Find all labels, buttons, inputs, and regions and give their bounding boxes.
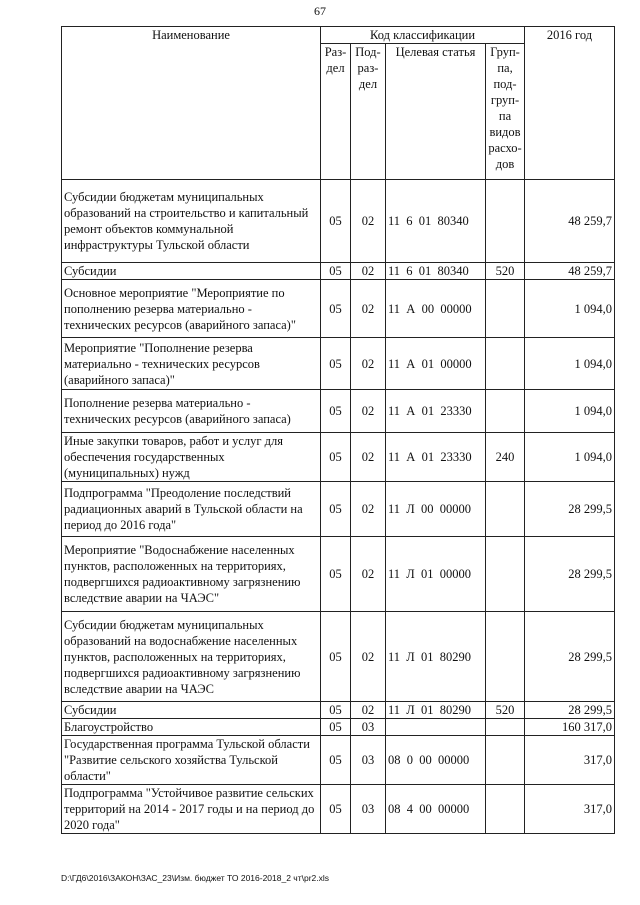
header-year: 2016 год <box>525 27 615 180</box>
table-row <box>62 433 615 482</box>
table-row <box>62 338 615 390</box>
table-row <box>62 180 615 263</box>
row-razdel: 05 <box>321 537 351 612</box>
row-amount: 317,0 <box>525 736 615 785</box>
row-name: Субсидии бюджетам муниципальных образований на строительство и капитальный ремонт объектов коммунальной инфраструктуры Тульской области <box>62 180 321 263</box>
row-vid: 520 <box>486 263 525 280</box>
row-vid <box>486 482 525 537</box>
row-podrazdel: 02 <box>351 612 386 702</box>
row-name: Субсидии <box>62 263 321 280</box>
row-podrazdel: 03 <box>351 736 386 785</box>
table-row <box>62 785 615 834</box>
header-podrazdel: Под- раз- дел <box>351 44 386 180</box>
table-body <box>62 180 615 834</box>
row-razdel: 05 <box>321 390 351 433</box>
row-razdel: 05 <box>321 736 351 785</box>
row-name: Подпрограмма "Устойчивое развитие сельских территорий на 2014 - 2017 годы и на период до 2020 года" <box>62 785 321 834</box>
row-name: Пополнение резерва материально - технических ресурсов (аварийного запаса) <box>62 390 321 433</box>
row-amount: 48 259,7 <box>525 180 615 263</box>
file-path-footer: D:\ГД6\2016\ЗАКОН\ЗАС_23\Изм. бюджет ТО 2016-2018_2 чт\pr2.xls <box>61 873 330 883</box>
row-amount: 1 094,0 <box>525 390 615 433</box>
row-razdel: 05 <box>321 719 351 736</box>
row-vid <box>486 280 525 338</box>
row-amount: 28 299,5 <box>525 612 615 702</box>
table-row <box>62 537 615 612</box>
row-celevaya: 11 Л 00 00000 <box>386 482 486 537</box>
row-razdel: 05 <box>321 482 351 537</box>
row-amount: 48 259,7 <box>525 263 615 280</box>
row-celevaya: 11 Л 01 00000 <box>386 537 486 612</box>
row-amount: 28 299,5 <box>525 482 615 537</box>
row-amount: 1 094,0 <box>525 433 615 482</box>
row-celevaya <box>386 719 486 736</box>
row-celevaya: 11 А 01 00000 <box>386 338 486 390</box>
row-podrazdel: 02 <box>351 263 386 280</box>
table-row <box>62 280 615 338</box>
row-podrazdel: 02 <box>351 702 386 719</box>
row-razdel: 05 <box>321 702 351 719</box>
row-name: Подпрограмма "Преодоление последствий радиационных аварий в Тульской области на период до 2016 года" <box>62 482 321 537</box>
row-celevaya: 11 6 01 80340 <box>386 180 486 263</box>
row-amount: 1 094,0 <box>525 338 615 390</box>
row-vid <box>486 612 525 702</box>
row-podrazdel: 02 <box>351 537 386 612</box>
row-celevaya: 11 6 01 80340 <box>386 263 486 280</box>
page-number: 67 <box>314 4 326 18</box>
row-podrazdel: 03 <box>351 719 386 736</box>
row-razdel: 05 <box>321 263 351 280</box>
row-celevaya: 11 А 00 00000 <box>386 280 486 338</box>
row-vid: 240 <box>486 433 525 482</box>
table-row <box>62 702 615 719</box>
row-vid <box>486 180 525 263</box>
table-row <box>62 719 615 736</box>
header-celevaya: Целевая статья <box>386 44 486 180</box>
row-amount: 28 299,5 <box>525 702 615 719</box>
row-amount: 28 299,5 <box>525 537 615 612</box>
row-name: Иные закупки товаров, работ и услуг для обеспечения государственных (муниципальных) нужд <box>62 433 321 482</box>
row-podrazdel: 02 <box>351 338 386 390</box>
row-name: Субсидии бюджетам муниципальных образований на водоснабжение населенных пунктов, расположенных на территориях, подвергшихся радиоактивному загрязнению вследствие аварии на ЧАЭС <box>62 612 321 702</box>
row-podrazdel: 02 <box>351 433 386 482</box>
row-name: Субсидии <box>62 702 321 719</box>
row-podrazdel: 03 <box>351 785 386 834</box>
row-razdel: 05 <box>321 612 351 702</box>
row-name: Мероприятие "Пополнение резерва материально - технических ресурсов (аварийного запаса)" <box>62 338 321 390</box>
row-vid <box>486 785 525 834</box>
row-razdel: 05 <box>321 338 351 390</box>
row-razdel: 05 <box>321 180 351 263</box>
row-amount: 317,0 <box>525 785 615 834</box>
row-vid <box>486 390 525 433</box>
row-amount: 1 094,0 <box>525 280 615 338</box>
row-name: Основное мероприятие "Мероприятие по пополнению резерва материально - технических ресурсов (аварийного запаса)" <box>62 280 321 338</box>
row-podrazdel: 02 <box>351 280 386 338</box>
row-vid <box>486 736 525 785</box>
row-vid <box>486 537 525 612</box>
row-vid <box>486 338 525 390</box>
header-gruppa: Груп- па, под- груп- па видов расхо- дов <box>486 44 525 180</box>
row-celevaya: 11 А 01 23330 <box>386 390 486 433</box>
row-celevaya: 11 Л 01 80290 <box>386 612 486 702</box>
row-celevaya: 11 А 01 23330 <box>386 433 486 482</box>
budget-table <box>61 26 615 834</box>
table-row <box>62 612 615 702</box>
table-row <box>62 390 615 433</box>
row-celevaya: 08 0 00 00000 <box>386 736 486 785</box>
row-celevaya: 11 Л 01 80290 <box>386 702 486 719</box>
header-name: Наименование <box>62 27 321 180</box>
header-razdel: Раз- дел <box>321 44 351 180</box>
row-podrazdel: 02 <box>351 482 386 537</box>
header-code: Код классификации <box>321 27 525 44</box>
row-razdel: 05 <box>321 280 351 338</box>
row-vid <box>486 719 525 736</box>
row-podrazdel: 02 <box>351 390 386 433</box>
row-celevaya: 08 4 00 00000 <box>386 785 486 834</box>
row-vid: 520 <box>486 702 525 719</box>
row-name: Благоустройство <box>62 719 321 736</box>
table-row <box>62 482 615 537</box>
row-razdel: 05 <box>321 785 351 834</box>
row-podrazdel: 02 <box>351 180 386 263</box>
table-row <box>62 263 615 280</box>
row-name: Государственная программа Тульской области "Развитие сельского хозяйства Тульской области" <box>62 736 321 785</box>
row-amount: 160 317,0 <box>525 719 615 736</box>
row-name: Мероприятие "Водоснабжение населенных пунктов, расположенных на территориях, подвергшихся радиоактивному загрязнению вследствие аварии на ЧАЭС" <box>62 537 321 612</box>
row-razdel: 05 <box>321 433 351 482</box>
table-row <box>62 736 615 785</box>
